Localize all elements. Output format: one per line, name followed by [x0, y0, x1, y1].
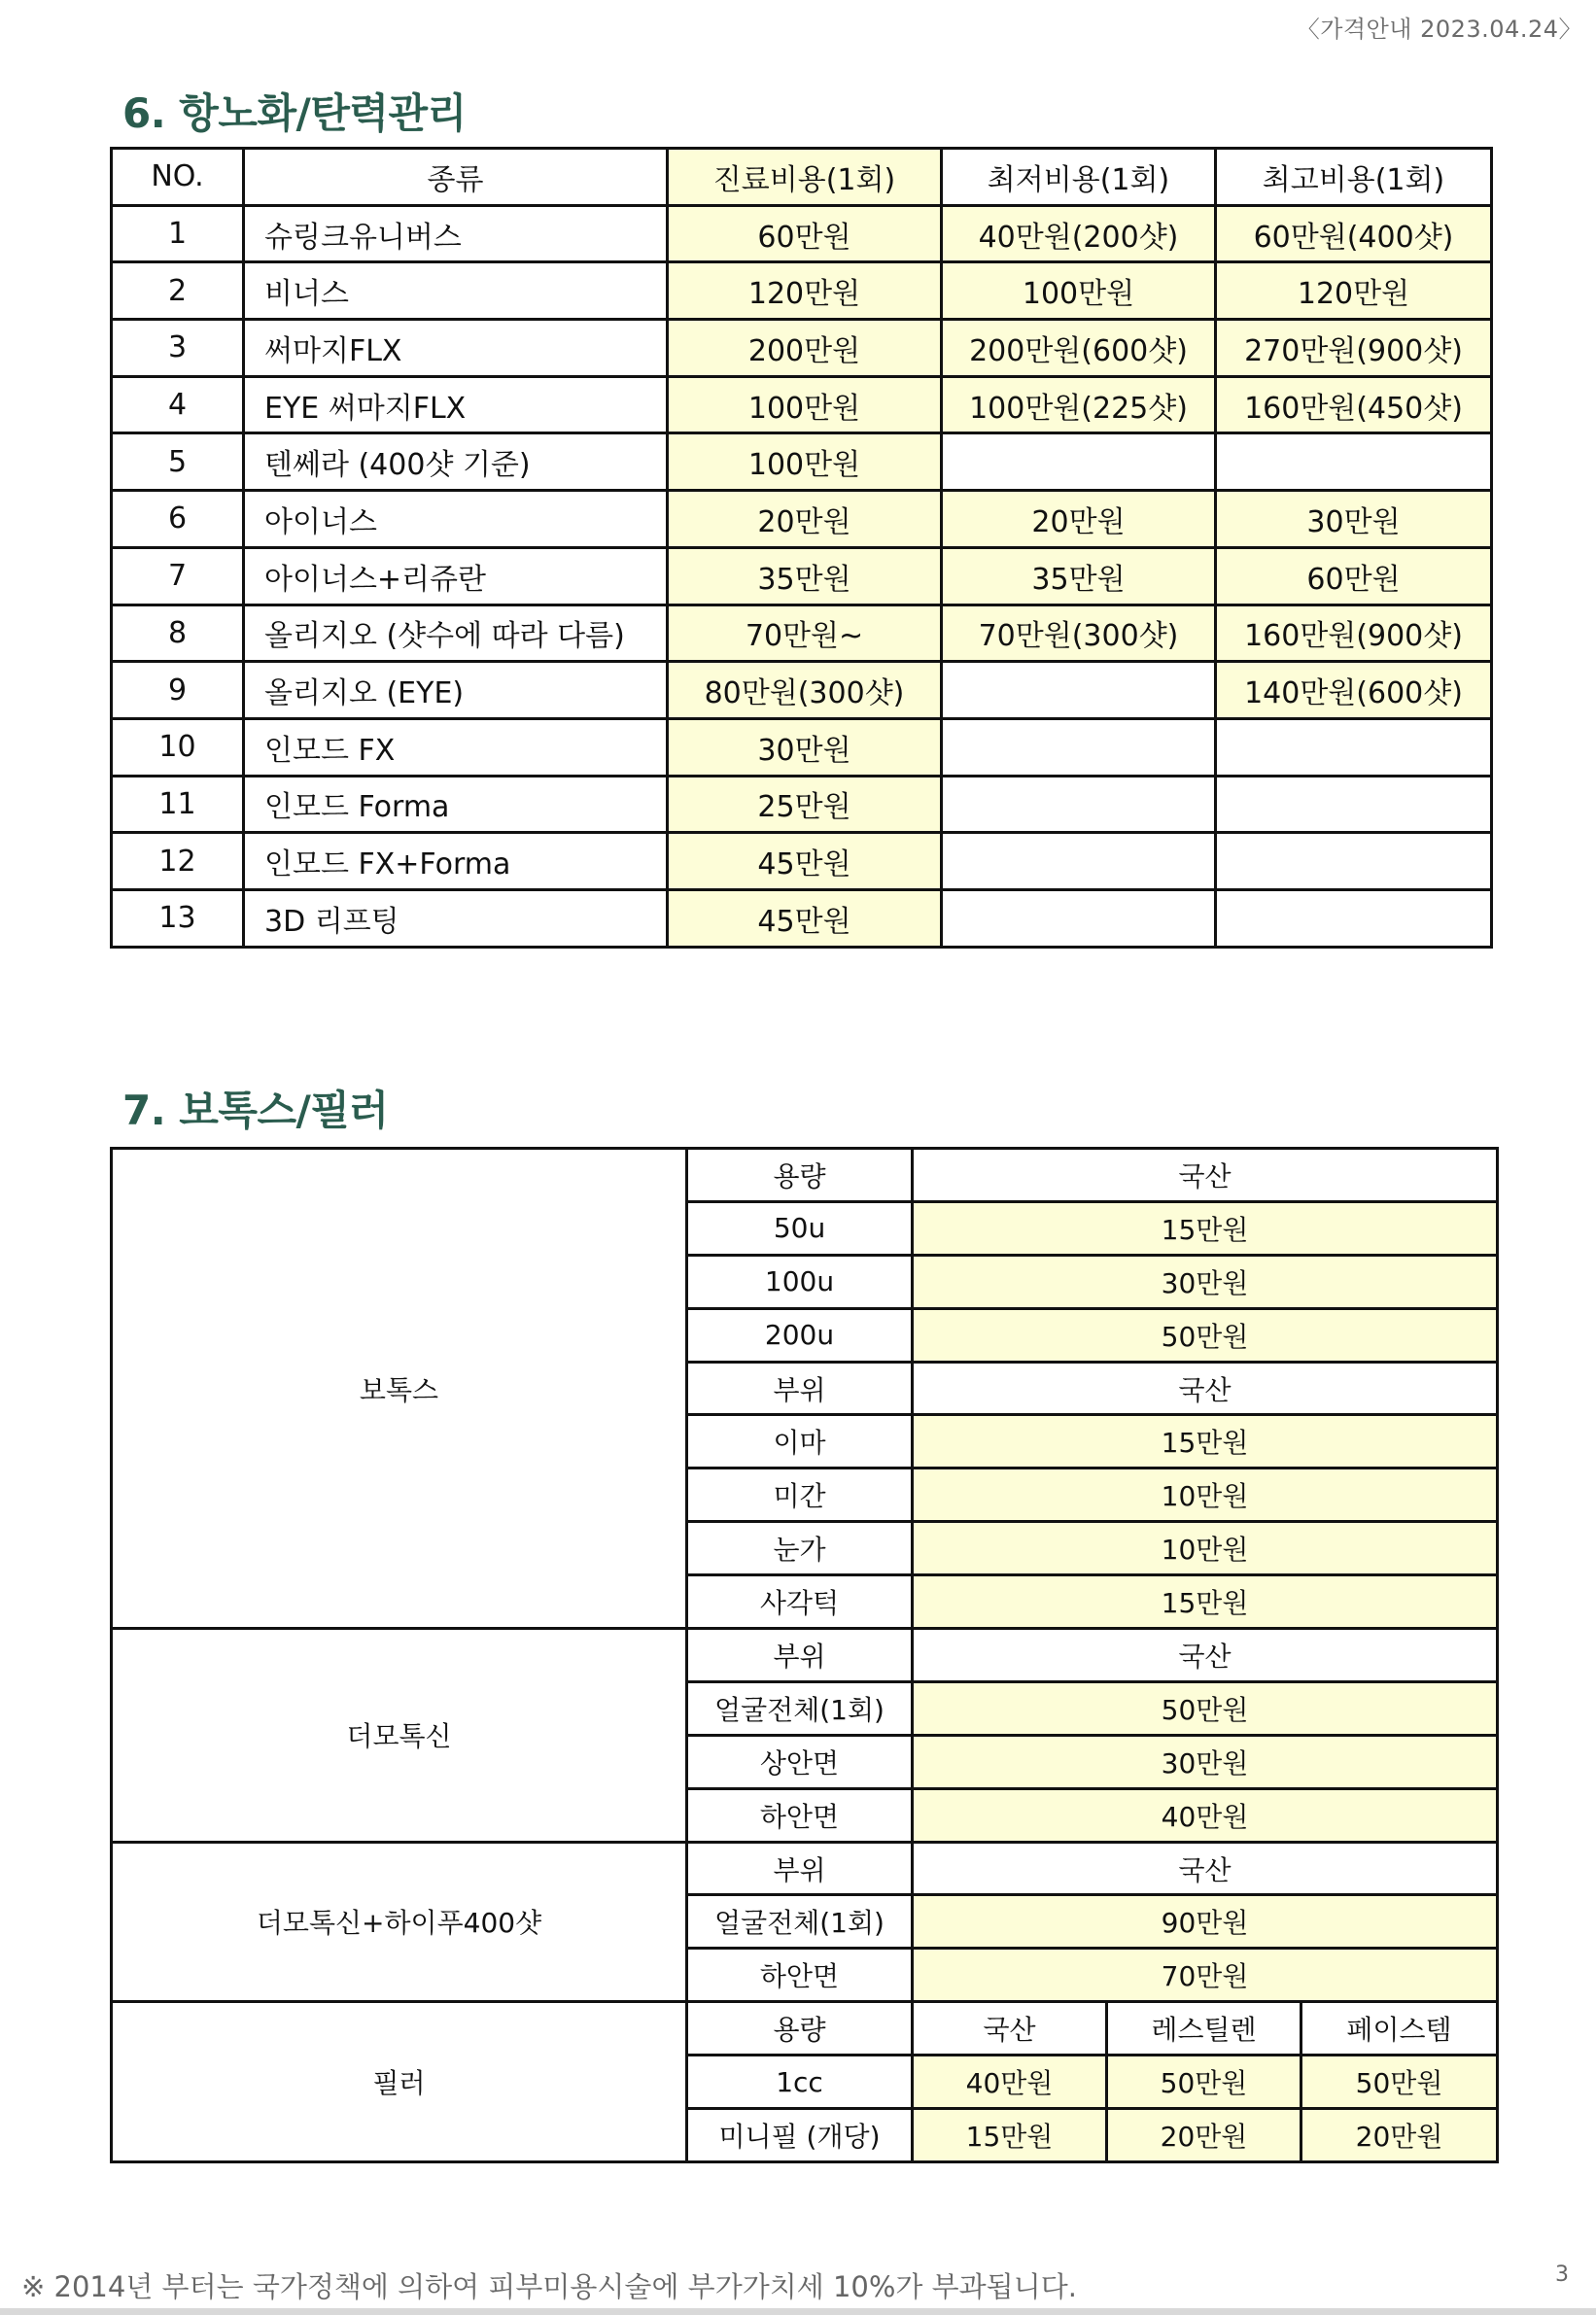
- section-title-antiaging: 6. 항노화/탄력관리: [122, 89, 467, 137]
- treatment-name: 인모드 Forma: [244, 776, 668, 833]
- row-number: 6: [112, 491, 244, 548]
- table-row: [112, 320, 1492, 377]
- max-price-cell: [1216, 889, 1492, 947]
- bottom-divider: [0, 2308, 1596, 2315]
- column-header: 국산: [913, 2002, 1107, 2056]
- botox-filler-price-table: [110, 1147, 1499, 2163]
- max-price-cell: [1216, 718, 1492, 776]
- price-cell: 80만원(300샷): [668, 662, 942, 719]
- price-cell: 70만원~: [668, 605, 942, 662]
- price-cell: 10만원: [913, 1522, 1498, 1575]
- row-number: 7: [112, 547, 244, 605]
- treatment-name: 비너스: [244, 262, 668, 320]
- price-guide-date: 〈가격안내 2023.04.24〉: [1296, 16, 1582, 43]
- max-price-cell: 60만원(400샷): [1216, 205, 1492, 262]
- item-label: 얼굴전체(1회): [687, 1681, 913, 1735]
- treatment-name: 3D 리프팅: [244, 889, 668, 947]
- treatment-name: 아이너스: [244, 491, 668, 548]
- treatment-name: EYE 써마지FLX: [244, 376, 668, 433]
- item-label: 하안면: [687, 1788, 913, 1842]
- table-row: [112, 376, 1492, 433]
- price-cell: 30만원: [668, 718, 942, 776]
- max-price-cell: 60만원: [1216, 547, 1492, 605]
- price-cell: 50만원: [1301, 2056, 1498, 2109]
- table-header-row: [112, 149, 1492, 206]
- column-header: 국산: [913, 1842, 1498, 1895]
- vat-notice: ※ 2014년 부터는 국가정책에 의하여 피부미용시술에 부가가치세 10%가 부과됩니다.: [21, 2270, 1077, 2303]
- item-label: 하안면: [687, 1949, 913, 2002]
- price-cell: 30만원: [913, 1255, 1498, 1308]
- price-cell: 50만원: [913, 1308, 1498, 1362]
- price-cell: 40만원: [913, 1788, 1498, 1842]
- item-label: 사각턱: [687, 1575, 913, 1629]
- price-cell: 60만원: [668, 205, 942, 262]
- category-cell: 보톡스: [112, 1149, 687, 1629]
- column-header: 종류: [244, 149, 668, 206]
- price-cell: 45만원: [668, 889, 942, 947]
- max-price-cell: 160만원(900샷): [1216, 605, 1492, 662]
- table-row: [112, 605, 1492, 662]
- price-cell: 30만원: [913, 1735, 1498, 1788]
- table-row: [112, 1629, 1498, 1682]
- row-number: 11: [112, 776, 244, 833]
- table-row: [112, 205, 1492, 262]
- item-label: 눈가: [687, 1522, 913, 1575]
- max-price-cell: 270만원(900샷): [1216, 320, 1492, 377]
- table-row: [112, 889, 1492, 947]
- treatment-name: 텐쎄라 (400샷 기준): [244, 433, 668, 491]
- max-price-cell: 120만원: [1216, 262, 1492, 320]
- column-header: 부위: [687, 1842, 913, 1895]
- row-number: 2: [112, 262, 244, 320]
- max-price-cell: 160만원(450샷): [1216, 376, 1492, 433]
- price-cell: 15만원: [913, 1201, 1498, 1255]
- column-header: 국산: [913, 1362, 1498, 1415]
- price-cell: 120만원: [668, 262, 942, 320]
- column-header: 용량: [687, 1149, 913, 1202]
- column-header: NO.: [112, 149, 244, 206]
- price-cell: 20만원: [1107, 2109, 1301, 2162]
- treatment-name: 슈링크유니버스: [244, 205, 668, 262]
- price-cell: 50만원: [1107, 2056, 1301, 2109]
- item-label: 100u: [687, 1255, 913, 1308]
- price-cell: 70만원: [913, 1949, 1498, 2002]
- row-number: 4: [112, 376, 244, 433]
- column-header: 진료비용(1회): [668, 149, 942, 206]
- item-label: 얼굴전체(1회): [687, 1895, 913, 1949]
- price-cell: 40만원: [913, 2056, 1107, 2109]
- antiaging-price-table: [110, 147, 1493, 949]
- treatment-name: 인모드 FX: [244, 718, 668, 776]
- item-label: 미간: [687, 1468, 913, 1522]
- min-price-cell: [942, 889, 1216, 947]
- price-cell: 20만원: [1301, 2109, 1498, 2162]
- treatment-name: 아이너스+리쥬란: [244, 547, 668, 605]
- row-number: 9: [112, 662, 244, 719]
- item-label: 상안면: [687, 1735, 913, 1788]
- category-cell: 더모톡신: [112, 1629, 687, 1843]
- price-cell: 10만원: [913, 1468, 1498, 1522]
- min-price-cell: [942, 662, 1216, 719]
- min-price-cell: 200만원(600샷): [942, 320, 1216, 377]
- price-cell: 25만원: [668, 776, 942, 833]
- column-header: 페이스템: [1301, 2002, 1498, 2056]
- item-label: 200u: [687, 1308, 913, 1362]
- price-cell: 15만원: [913, 1575, 1498, 1629]
- table-row: [112, 1149, 1498, 1202]
- column-header: 레스틸렌: [1107, 2002, 1301, 2056]
- treatment-name: 올리지오 (EYE): [244, 662, 668, 719]
- column-header: 부위: [687, 1362, 913, 1415]
- max-price-cell: 140만원(600샷): [1216, 662, 1492, 719]
- table-row: [112, 718, 1492, 776]
- max-price-cell: [1216, 776, 1492, 833]
- min-price-cell: [942, 776, 1216, 833]
- min-price-cell: 40만원(200샷): [942, 205, 1216, 262]
- treatment-name: 올리지오 (샷수에 따라 다름): [244, 605, 668, 662]
- item-label: 미니필 (개당): [687, 2109, 913, 2162]
- table-row: [112, 662, 1492, 719]
- table-row: [112, 833, 1492, 890]
- column-header: 용량: [687, 2002, 913, 2056]
- column-header: 최저비용(1회): [942, 149, 1216, 206]
- row-number: 1: [112, 205, 244, 262]
- section-title-botox-filler: 7. 보톡스/필러: [122, 1087, 389, 1134]
- min-price-cell: 20만원: [942, 491, 1216, 548]
- price-cell: 15만원: [913, 2109, 1107, 2162]
- min-price-cell: 100만원: [942, 262, 1216, 320]
- table-row: [112, 2002, 1498, 2056]
- item-label: 이마: [687, 1415, 913, 1468]
- row-number: 5: [112, 433, 244, 491]
- treatment-name: 써마지FLX: [244, 320, 668, 377]
- page-number: 3: [1555, 2263, 1569, 2287]
- category-cell: 더모톡신+하이푸400샷: [112, 1842, 687, 2002]
- column-header: 국산: [913, 1629, 1498, 1682]
- row-number: 3: [112, 320, 244, 377]
- price-cell: 35만원: [668, 547, 942, 605]
- price-cell: 200만원: [668, 320, 942, 377]
- max-price-cell: 30만원: [1216, 491, 1492, 548]
- min-price-cell: [942, 833, 1216, 890]
- min-price-cell: 70만원(300샷): [942, 605, 1216, 662]
- column-header: 최고비용(1회): [1216, 149, 1492, 206]
- table-row: [112, 433, 1492, 491]
- price-cell: 100만원: [668, 433, 942, 491]
- row-number: 12: [112, 833, 244, 890]
- table-row: [112, 491, 1492, 548]
- max-price-cell: [1216, 833, 1492, 890]
- item-label: 1cc: [687, 2056, 913, 2109]
- price-cell: 45만원: [668, 833, 942, 890]
- treatment-name: 인모드 FX+Forma: [244, 833, 668, 890]
- price-cell: 100만원: [668, 376, 942, 433]
- table-row: [112, 547, 1492, 605]
- min-price-cell: 35만원: [942, 547, 1216, 605]
- row-number: 10: [112, 718, 244, 776]
- min-price-cell: [942, 433, 1216, 491]
- price-cell: 50만원: [913, 1681, 1498, 1735]
- min-price-cell: 100만원(225샷): [942, 376, 1216, 433]
- table-row: [112, 1842, 1498, 1895]
- price-cell: 15만원: [913, 1415, 1498, 1468]
- item-label: 50u: [687, 1201, 913, 1255]
- column-header: 부위: [687, 1629, 913, 1682]
- max-price-cell: [1216, 433, 1492, 491]
- price-cell: 90만원: [913, 1895, 1498, 1949]
- category-cell: 필러: [112, 2002, 687, 2162]
- table-row: [112, 776, 1492, 833]
- row-number: 8: [112, 605, 244, 662]
- column-header: 국산: [913, 1149, 1498, 1202]
- min-price-cell: [942, 718, 1216, 776]
- row-number: 13: [112, 889, 244, 947]
- table-row: [112, 262, 1492, 320]
- price-cell: 20만원: [668, 491, 942, 548]
